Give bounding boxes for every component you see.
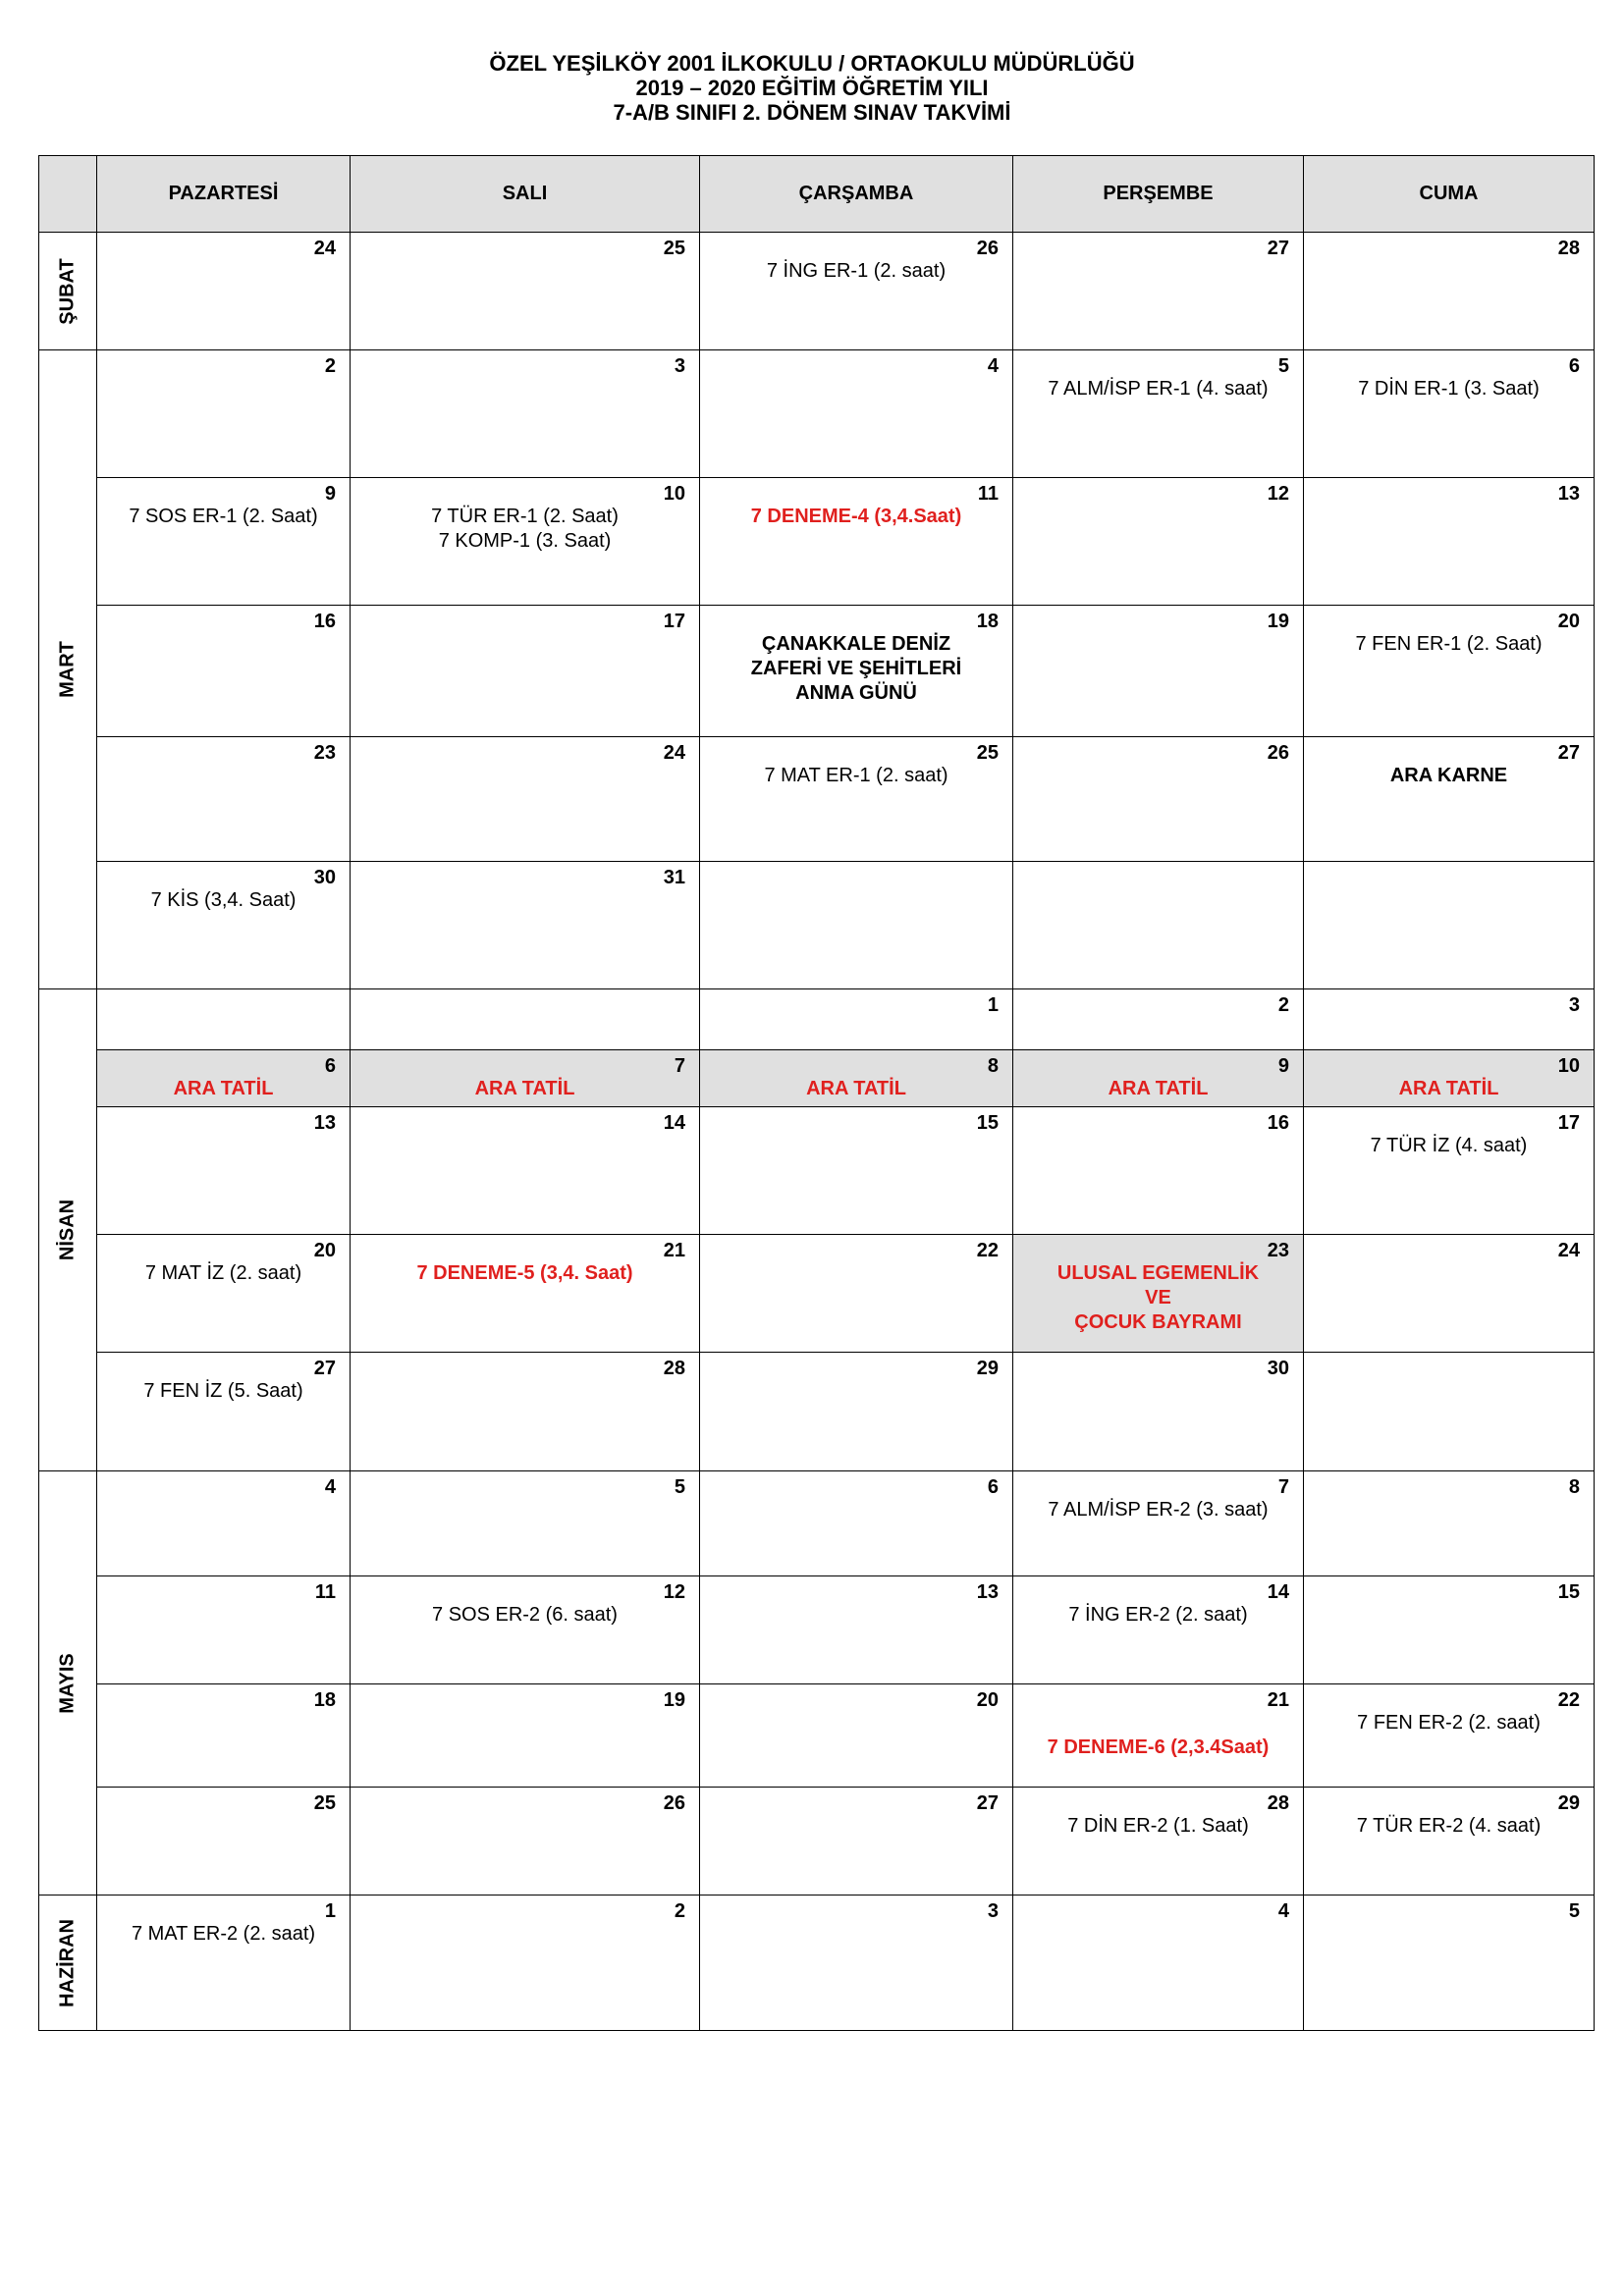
exam-event: ZAFERİ VE ŞEHİTLERİ (750, 658, 962, 679)
day-cell (700, 1576, 1013, 1684)
day-cell (1013, 1471, 1304, 1576)
exam-schedule-title: 7-A/B SINIFI 2. DÖNEM SINAV TAKVİMİ (613, 100, 1011, 125)
day-number: 22 (976, 1240, 999, 1261)
day-cell (351, 1107, 700, 1235)
day-cell (351, 1050, 700, 1107)
day-number: 30 (313, 867, 336, 888)
day-cell (97, 1353, 351, 1471)
day-number: 12 (1267, 483, 1289, 505)
exam-event: 7 TÜR ER-2 (4. saat) (1356, 1815, 1542, 1837)
exam-event: 7 DENEME-4 (3,4.Saat) (750, 506, 962, 527)
day-number: 27 (1267, 238, 1289, 259)
day-cell (97, 1576, 351, 1684)
week-row (39, 1576, 1595, 1684)
day-cell (1013, 989, 1304, 1050)
day-cell (700, 606, 1013, 737)
day-number: 8 (987, 1055, 999, 1077)
day-cell (1304, 350, 1595, 478)
day-cell (97, 1050, 351, 1107)
exam-event: ARA TATİL (1398, 1078, 1499, 1099)
exam-event: 7 SOS ER-1 (2. Saat) (129, 506, 318, 527)
day-number (1304, 862, 1594, 867)
day-number: 26 (1267, 742, 1289, 764)
exam-event: 7 FEN ER-2 (2. saat) (1357, 1712, 1541, 1734)
day-number: 24 (313, 238, 336, 259)
month-label: HAZİRAN (56, 1918, 79, 2007)
day-number: 6 (324, 1055, 336, 1077)
week-row (39, 233, 1595, 350)
day-number: 24 (663, 742, 685, 764)
week-row (39, 1235, 1595, 1353)
day-number: 1 (987, 994, 999, 1016)
day-number: 16 (313, 611, 336, 632)
day-cell (700, 350, 1013, 478)
day-cell (97, 1235, 351, 1353)
week-row (39, 989, 1595, 1050)
day-cell (700, 1107, 1013, 1235)
day-number: 29 (976, 1358, 999, 1379)
day-number: 15 (1557, 1581, 1580, 1603)
day-number: 27 (1557, 742, 1580, 764)
exam-event: 7 FEN İZ (5. Saat) (143, 1380, 303, 1402)
day-number: 20 (976, 1689, 999, 1711)
day-cell (1304, 1353, 1595, 1471)
day-number: 18 (313, 1689, 336, 1711)
exam-event: ÇOCUK BAYRAMI (1074, 1311, 1242, 1333)
exam-event: ARA TATİL (173, 1078, 274, 1099)
day-number: 8 (1568, 1476, 1580, 1498)
day-number: 16 (1267, 1112, 1289, 1134)
day-number: 11 (314, 1581, 336, 1603)
week-row (39, 1471, 1595, 1576)
day-cell (1304, 737, 1595, 862)
school-title: ÖZEL YEŞİLKÖY 2001 İLKOKULU / ORTAOKULU MÜDÜRLÜĞÜ (489, 51, 1135, 76)
week-row (39, 862, 1595, 989)
exam-event: 7 MAT ER-1 (2. saat) (764, 765, 948, 786)
day-cell (97, 1684, 351, 1788)
week-row (39, 1684, 1595, 1788)
day-number (1013, 862, 1303, 867)
day-cell (97, 350, 351, 478)
day-number: 2 (324, 355, 336, 377)
day-number: 28 (1557, 238, 1580, 259)
exam-event: ULUSAL EGEMENLİK (1056, 1262, 1260, 1284)
day-number: 4 (324, 1476, 336, 1498)
day-number: 28 (663, 1358, 685, 1379)
day-cell (1013, 1576, 1304, 1684)
day-number: 27 (313, 1358, 336, 1379)
day-cell (351, 606, 700, 737)
exam-event: 7 TÜR İZ (4. saat) (1370, 1135, 1528, 1156)
exam-event: 7 İNG ER-1 (2. saat) (766, 260, 947, 282)
day-cell (1013, 862, 1304, 989)
day-number: 3 (1568, 994, 1580, 1016)
exam-event: 7 ALM/İSP ER-2 (3. saat) (1048, 1499, 1269, 1521)
day-number: 17 (1557, 1112, 1580, 1134)
day-number: 20 (1557, 611, 1580, 632)
day-cell (700, 1050, 1013, 1107)
day-cell (700, 862, 1013, 989)
day-cell (700, 1788, 1013, 1896)
day-number: 26 (976, 238, 999, 259)
day-number: 13 (1557, 483, 1580, 505)
day-number: 25 (313, 1792, 336, 1814)
day-cell (1304, 1788, 1595, 1896)
day-cell (1304, 1576, 1595, 1684)
day-number (351, 989, 699, 994)
day-cell (700, 1471, 1013, 1576)
day-number: 26 (663, 1792, 685, 1814)
day-number: 6 (987, 1476, 999, 1498)
day-number: 20 (313, 1240, 336, 1261)
month-label-cell (39, 989, 97, 1471)
day-number: 7 (1277, 1476, 1289, 1498)
day-cell (1304, 1471, 1595, 1576)
day-cell (97, 1471, 351, 1576)
exam-event: VE (1145, 1287, 1171, 1308)
month-label: MART (56, 641, 79, 698)
day-number: 30 (1267, 1358, 1289, 1379)
day-number: 9 (1277, 1055, 1289, 1077)
day-cell (351, 1896, 700, 2031)
day-cell (351, 1684, 700, 1788)
exam-event: 7 ALM/İSP ER-1 (4. saat) (1048, 378, 1269, 400)
day-number: 2 (674, 1900, 685, 1922)
day-cell (700, 1896, 1013, 2031)
day-number: 3 (674, 355, 685, 377)
day-cell (351, 1471, 700, 1576)
day-cell (351, 233, 700, 350)
day-number: 10 (1557, 1055, 1580, 1077)
day-number: 2 (1277, 994, 1289, 1016)
day-cell (1304, 1896, 1595, 2031)
day-cell (97, 1107, 351, 1235)
day-cell (351, 1576, 700, 1684)
week-row (39, 1353, 1595, 1471)
month-label: NİSAN (56, 1199, 79, 1261)
day-number: 27 (976, 1792, 999, 1814)
day-cell (1013, 478, 1304, 606)
day-cell (351, 1353, 700, 1471)
day-cell (700, 1684, 1013, 1788)
day-number (700, 862, 1012, 867)
day-cell (351, 862, 700, 989)
day-cell (700, 737, 1013, 862)
month-label: MAYIS (56, 1652, 79, 1714)
day-cell (700, 233, 1013, 350)
day-number: 22 (1557, 1689, 1580, 1711)
day-number: 19 (1267, 611, 1289, 632)
weekday-header-row (39, 156, 1595, 233)
day-cell (351, 478, 700, 606)
day-cell (1013, 1353, 1304, 1471)
day-number: 19 (663, 1689, 685, 1711)
week-row (39, 737, 1595, 862)
day-cell (351, 737, 700, 862)
exam-event: 7 DİN ER-1 (3. Saat) (1358, 378, 1540, 400)
day-number: 5 (674, 1476, 685, 1498)
day-cell (1304, 989, 1595, 1050)
exam-event: 7 FEN ER-1 (2. Saat) (1355, 633, 1543, 655)
week-row (39, 1050, 1595, 1107)
week-row (39, 350, 1595, 478)
day-number: 9 (324, 483, 336, 505)
exam-event: 7 KİS (3,4. Saat) (150, 889, 297, 911)
day-cell (1304, 862, 1595, 989)
day-cell (1013, 1107, 1304, 1235)
month-label-cell (39, 350, 97, 989)
day-number: 23 (1267, 1240, 1289, 1261)
day-cell (700, 1235, 1013, 1353)
day-cell (1304, 606, 1595, 737)
day-number: 29 (1557, 1792, 1580, 1814)
day-number: 14 (663, 1112, 685, 1134)
day-cell (700, 1353, 1013, 1471)
day-cell (1013, 1896, 1304, 2031)
exam-event: 7 SOS ER-2 (6. saat) (432, 1604, 618, 1626)
weekday-header: CUMA (1304, 156, 1595, 233)
day-cell (1013, 1788, 1304, 1896)
exam-event: 7 DENEME-5 (3,4. Saat) (416, 1262, 633, 1284)
day-cell (1304, 1235, 1595, 1353)
day-cell (1013, 350, 1304, 478)
weekday-header: ÇARŞAMBA (700, 156, 1013, 233)
day-number: 15 (976, 1112, 999, 1134)
day-number: 1 (324, 1900, 336, 1922)
day-number: 23 (313, 742, 336, 764)
day-number: 5 (1277, 355, 1289, 377)
day-number: 14 (1267, 1581, 1289, 1603)
day-cell (351, 989, 700, 1050)
exam-event: 7 MAT ER-2 (2. saat) (131, 1923, 316, 1945)
exam-event: 7 TÜR ER-1 (2. Saat) (431, 506, 619, 527)
document-title-block (0, 51, 1624, 125)
day-number: 4 (987, 355, 999, 377)
week-row (39, 606, 1595, 737)
week-row (39, 1107, 1595, 1235)
week-row (39, 478, 1595, 606)
day-number: 31 (663, 867, 685, 888)
day-number: 25 (976, 742, 999, 764)
day-number: 5 (1568, 1900, 1580, 1922)
exam-event: ARA TATİL (474, 1078, 575, 1099)
exam-calendar-table (38, 155, 1595, 2031)
day-number (97, 989, 350, 994)
day-cell (1013, 1235, 1304, 1353)
day-number: 21 (1267, 1689, 1289, 1711)
day-number: 4 (1277, 1900, 1289, 1922)
day-number: 13 (313, 1112, 336, 1134)
day-number: 7 (674, 1055, 685, 1077)
day-cell (1304, 233, 1595, 350)
day-cell (1304, 1107, 1595, 1235)
exam-event: ARA KARNE (1389, 765, 1508, 786)
day-number: 10 (663, 483, 685, 505)
day-number: 13 (976, 1581, 999, 1603)
exam-event: 7 KOMP-1 (3. Saat) (438, 530, 612, 552)
weekday-header: PERŞEMBE (1013, 156, 1304, 233)
day-number: 17 (663, 611, 685, 632)
day-number: 11 (977, 483, 999, 505)
day-cell (1304, 1684, 1595, 1788)
day-number: 28 (1267, 1792, 1289, 1814)
day-cell (97, 989, 351, 1050)
day-cell (97, 1896, 351, 2031)
day-cell (1013, 606, 1304, 737)
month-label-cell (39, 1896, 97, 2031)
day-number: 3 (987, 1900, 999, 1922)
day-number: 12 (663, 1581, 685, 1603)
day-cell (1304, 1050, 1595, 1107)
exam-event: ARA TATİL (806, 1078, 906, 1099)
exam-event: 7 MAT İZ (2. saat) (144, 1262, 302, 1284)
day-cell (1013, 737, 1304, 862)
day-cell (97, 606, 351, 737)
day-cell (97, 737, 351, 862)
day-cell (1013, 1684, 1304, 1788)
day-cell (700, 989, 1013, 1050)
corner-cell (39, 156, 97, 233)
day-number: 18 (976, 611, 999, 632)
exam-event: 7 İNG ER-2 (2. saat) (1068, 1604, 1248, 1626)
day-cell (97, 1788, 351, 1896)
day-cell (351, 1788, 700, 1896)
week-row (39, 1896, 1595, 2031)
month-label-cell (39, 233, 97, 350)
day-cell (97, 233, 351, 350)
day-cell (1013, 233, 1304, 350)
day-cell (1304, 478, 1595, 606)
exam-event: 7 DENEME-6 (2,3.4Saat) (1047, 1736, 1270, 1758)
day-cell (97, 478, 351, 606)
month-label: ŞUBAT (56, 257, 79, 325)
exam-event: ARA TATİL (1108, 1078, 1209, 1099)
day-cell (1013, 1050, 1304, 1107)
week-row (39, 1788, 1595, 1896)
academic-year-title: 2019 – 2020 EĞİTİM ÖĞRETİM YILI (635, 76, 989, 100)
day-number: 21 (663, 1240, 685, 1261)
day-number: 6 (1568, 355, 1580, 377)
month-label-cell (39, 1471, 97, 1896)
day-cell (351, 350, 700, 478)
exam-event: ANMA GÜNÜ (795, 682, 917, 704)
day-cell (351, 1235, 700, 1353)
day-number (1304, 1353, 1594, 1358)
day-cell (700, 478, 1013, 606)
day-cell (97, 862, 351, 989)
exam-event: 7 DİN ER-2 (1. Saat) (1067, 1815, 1249, 1837)
weekday-header: PAZARTESİ (97, 156, 351, 233)
weekday-header: SALI (351, 156, 700, 233)
day-number: 25 (663, 238, 685, 259)
exam-event: ÇANAKKALE DENİZ (761, 633, 951, 655)
day-number: 24 (1557, 1240, 1580, 1261)
